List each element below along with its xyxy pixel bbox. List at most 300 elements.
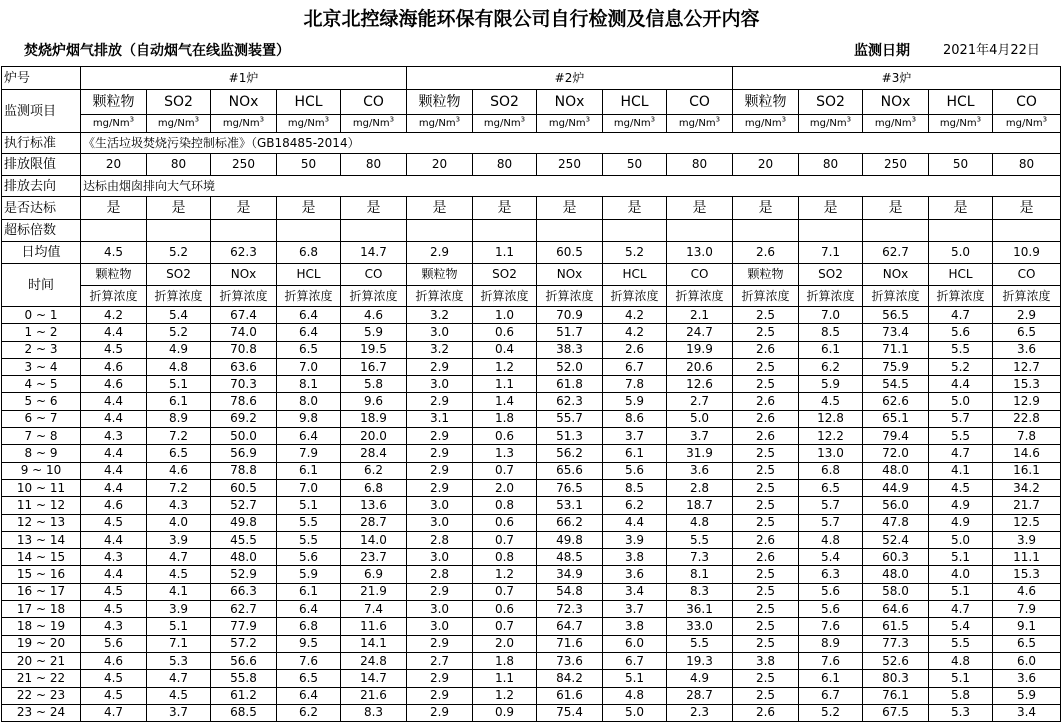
value-cell: 8.1	[277, 376, 341, 393]
value-cell: 2.9	[407, 445, 473, 462]
value-cell: 2.5	[733, 324, 799, 341]
value-cell: 6.1	[147, 393, 211, 410]
value-cell: 3.0	[407, 549, 473, 566]
value-cell: 7.6	[799, 618, 863, 635]
value-cell: 3.0	[407, 324, 473, 341]
unit-cell	[929, 115, 993, 133]
value-cell: 6.7	[799, 687, 863, 704]
pollutant-header: SO2	[473, 264, 537, 286]
unit-text: mg/Nm	[809, 118, 847, 129]
value-cell: 1.4	[473, 393, 537, 410]
table-row	[2, 479, 1061, 496]
compliant-label: 是否达标	[2, 197, 81, 220]
unit-superscript: 3	[650, 115, 656, 124]
value-cell: 65.6	[537, 462, 603, 479]
value-cell: 4.4	[81, 324, 147, 341]
value-cell: 5.2	[147, 324, 211, 341]
daily-avg-value: 5.2	[603, 242, 667, 264]
value-cell: 6.4	[277, 601, 341, 618]
converted-header: 折算浓度	[929, 286, 993, 307]
daily-avg-value: 6.8	[277, 242, 341, 264]
converted-header: 折算浓度	[733, 286, 799, 307]
value-cell: 13.6	[341, 497, 407, 514]
exceed-value	[993, 220, 1061, 242]
limit-value: 80	[993, 154, 1061, 176]
unit-text: mg/Nm	[548, 118, 586, 129]
emissions-table	[1, 66, 1061, 722]
value-cell: 6.7	[603, 358, 667, 375]
value-cell: 55.7	[537, 410, 603, 427]
value-cell: 21.6	[341, 687, 407, 704]
value-cell: 5.1	[147, 618, 211, 635]
unit-superscript: 3	[846, 115, 852, 124]
value-cell: 20.6	[667, 358, 733, 375]
table-row	[2, 497, 1061, 514]
value-cell: 6.5	[277, 670, 341, 687]
time-cell: 19 ~ 20	[2, 635, 81, 652]
exceed-value	[603, 220, 667, 242]
value-cell: 61.8	[537, 376, 603, 393]
exceed-value	[667, 220, 733, 242]
value-cell: 3.6	[993, 670, 1061, 687]
value-cell: 6.4	[277, 307, 341, 324]
value-cell: 9.1	[993, 618, 1061, 635]
pollutant-header: CO	[667, 264, 733, 286]
exceed-value	[473, 220, 537, 242]
value-cell: 4.1	[147, 583, 211, 600]
value-cell: 6.0	[603, 635, 667, 652]
value-cell: 1.1	[473, 376, 537, 393]
exceed-value	[341, 220, 407, 242]
unit-text: mg/Nm	[744, 118, 782, 129]
value-cell: 4.7	[929, 601, 993, 618]
value-cell: 76.5	[537, 479, 603, 496]
daily-avg-value: 13.0	[667, 242, 733, 264]
value-cell: 4.4	[81, 410, 147, 427]
exceed-value	[277, 220, 341, 242]
table-row	[2, 341, 1061, 358]
unit-cell	[211, 115, 277, 133]
items-row	[2, 90, 1061, 115]
value-cell: 3.4	[993, 704, 1061, 721]
time-cell: 23 ~ 24	[2, 704, 81, 721]
value-cell: 2.9	[407, 635, 473, 652]
limit-value: 250	[863, 154, 929, 176]
value-cell: 4.8	[603, 687, 667, 704]
value-cell: 66.2	[537, 514, 603, 531]
value-cell: 4.6	[147, 462, 211, 479]
compliant-value: 是	[733, 197, 799, 220]
value-cell: 0.8	[473, 549, 537, 566]
daily-avg-row	[2, 242, 1061, 264]
value-cell: 66.3	[211, 583, 277, 600]
value-cell: 8.0	[277, 393, 341, 410]
value-cell: 4.5	[81, 514, 147, 531]
value-cell: 76.1	[863, 687, 929, 704]
value-cell: 8.1	[667, 566, 733, 583]
value-cell: 4.2	[603, 307, 667, 324]
value-cell: 75.9	[863, 358, 929, 375]
value-cell: 4.9	[929, 497, 993, 514]
value-cell: 61.2	[211, 687, 277, 704]
value-cell: 2.9	[407, 670, 473, 687]
limit-value: 80	[341, 154, 407, 176]
value-cell: 58.0	[863, 583, 929, 600]
value-cell: 1.2	[473, 358, 537, 375]
unit-text: mg/Nm	[613, 118, 651, 129]
limit-value: 20	[81, 154, 147, 176]
value-cell: 77.3	[863, 635, 929, 652]
destination-text: 达标由烟囱排向大气环境	[81, 176, 1061, 197]
value-cell: 5.3	[929, 704, 993, 721]
value-cell: 56.2	[537, 445, 603, 462]
pollutant-header: CO	[993, 264, 1061, 286]
value-cell: 0.7	[473, 583, 537, 600]
value-cell: 5.5	[277, 531, 341, 548]
pollutant-header: 颗粒物	[407, 264, 473, 286]
items-label: 监测项目	[2, 90, 81, 133]
value-cell: 6.1	[603, 445, 667, 462]
value-cell: 28.7	[341, 514, 407, 531]
value-cell: 67.4	[211, 307, 277, 324]
table-row	[2, 652, 1061, 669]
table-subtitle: 焚烧炉烟气排放（自动烟气在线监测装置）	[24, 43, 290, 59]
value-cell: 3.6	[993, 341, 1061, 358]
pollutant-header: SO2	[473, 90, 537, 115]
value-cell: 2.9	[407, 479, 473, 496]
unit-superscript: 3	[520, 115, 526, 124]
value-cell: 5.6	[277, 549, 341, 566]
limit-value: 50	[603, 154, 667, 176]
value-cell: 4.6	[993, 583, 1061, 600]
value-cell: 5.9	[341, 324, 407, 341]
value-cell: 5.1	[147, 376, 211, 393]
value-cell: 2.5	[733, 479, 799, 496]
value-cell: 2.9	[407, 393, 473, 410]
value-cell: 5.3	[147, 652, 211, 669]
value-cell: 4.4	[603, 514, 667, 531]
value-cell: 67.5	[863, 704, 929, 721]
value-cell: 2.6	[733, 531, 799, 548]
value-cell: 6.5	[277, 341, 341, 358]
value-cell: 4.5	[81, 670, 147, 687]
value-cell: 23.7	[341, 549, 407, 566]
value-cell: 0.4	[473, 341, 537, 358]
value-cell: 16.7	[341, 358, 407, 375]
limit-value: 80	[667, 154, 733, 176]
exceed-value	[733, 220, 799, 242]
value-cell: 6.0	[993, 652, 1061, 669]
standard-row	[2, 133, 1061, 154]
pollutant-header: HCL	[603, 264, 667, 286]
value-cell: 54.8	[537, 583, 603, 600]
value-cell: 38.3	[537, 341, 603, 358]
unit-superscript: 3	[585, 115, 591, 124]
time-cell: 21 ~ 22	[2, 670, 81, 687]
value-cell: 16.1	[993, 462, 1061, 479]
value-cell: 68.5	[211, 704, 277, 721]
time-cell: 18 ~ 19	[2, 618, 81, 635]
compliant-value: 是	[603, 197, 667, 220]
value-cell: 4.5	[81, 687, 147, 704]
value-cell: 61.6	[537, 687, 603, 704]
page-title: 北京北控绿海能环保有限公司自行检测及信息公开内容	[303, 8, 760, 30]
daily-avg-value: 60.5	[537, 242, 603, 264]
value-cell: 5.2	[799, 704, 863, 721]
table-row	[2, 410, 1061, 427]
value-cell: 47.8	[863, 514, 929, 531]
value-cell: 6.1	[277, 462, 341, 479]
value-cell: 24.7	[667, 324, 733, 341]
limit-label: 排放限值	[2, 154, 81, 176]
exceed-value	[147, 220, 211, 242]
converted-header: 折算浓度	[407, 286, 473, 307]
unit-cell	[733, 115, 799, 133]
value-cell: 54.5	[863, 376, 929, 393]
value-cell: 4.7	[147, 670, 211, 687]
time-cell: 17 ~ 18	[2, 601, 81, 618]
value-cell: 56.5	[863, 307, 929, 324]
value-cell: 4.3	[81, 549, 147, 566]
value-cell: 2.5	[733, 307, 799, 324]
value-cell: 4.9	[667, 670, 733, 687]
table-row	[2, 531, 1061, 548]
value-cell: 6.4	[277, 324, 341, 341]
value-cell: 5.0	[603, 704, 667, 721]
value-cell: 2.5	[733, 514, 799, 531]
value-cell: 3.7	[603, 601, 667, 618]
value-cell: 21.7	[993, 497, 1061, 514]
unit-cell	[407, 115, 473, 133]
value-cell: 4.0	[929, 566, 993, 583]
limit-value: 50	[929, 154, 993, 176]
value-cell: 5.4	[929, 618, 993, 635]
exceed-value	[537, 220, 603, 242]
table-row	[2, 514, 1061, 531]
value-cell: 1.8	[473, 652, 537, 669]
value-cell: 56.9	[211, 445, 277, 462]
time-cell: 5 ~ 6	[2, 393, 81, 410]
value-cell: 52.4	[863, 531, 929, 548]
pollutant-header: 颗粒物	[407, 90, 473, 115]
value-cell: 0.6	[473, 324, 537, 341]
value-cell: 2.6	[733, 410, 799, 427]
value-cell: 36.1	[667, 601, 733, 618]
time-cell: 22 ~ 23	[2, 687, 81, 704]
value-cell: 6.2	[603, 497, 667, 514]
value-cell: 62.6	[863, 393, 929, 410]
value-cell: 2.1	[667, 307, 733, 324]
value-cell: 4.6	[81, 358, 147, 375]
exceed-value	[211, 220, 277, 242]
value-cell: 62.7	[211, 601, 277, 618]
value-cell: 2.5	[733, 618, 799, 635]
value-cell: 5.5	[667, 635, 733, 652]
unit-cell	[667, 115, 733, 133]
compliant-value: 是	[863, 197, 929, 220]
value-cell: 4.4	[929, 376, 993, 393]
value-cell: 5.5	[929, 341, 993, 358]
value-cell: 7.8	[603, 376, 667, 393]
unit-superscript: 3	[129, 115, 135, 124]
value-cell: 5.6	[929, 324, 993, 341]
limit-value: 250	[211, 154, 277, 176]
value-cell: 19.9	[667, 341, 733, 358]
value-cell: 4.8	[147, 358, 211, 375]
value-cell: 5.1	[277, 497, 341, 514]
value-cell: 52.7	[211, 497, 277, 514]
exceed-row	[2, 220, 1061, 242]
compliant-value: 是	[537, 197, 603, 220]
value-cell: 5.9	[993, 687, 1061, 704]
converted-header: 折算浓度	[341, 286, 407, 307]
time-cell: 9 ~ 10	[2, 462, 81, 479]
value-cell: 71.1	[863, 341, 929, 358]
value-cell: 7.6	[799, 652, 863, 669]
value-cell: 2.6	[733, 341, 799, 358]
value-cell: 55.8	[211, 670, 277, 687]
unit-superscript: 3	[1042, 115, 1048, 124]
value-cell: 5.1	[603, 670, 667, 687]
value-cell: 52.0	[537, 358, 603, 375]
unit-text: mg/Nm	[678, 118, 716, 129]
value-cell: 8.3	[667, 583, 733, 600]
value-cell: 5.5	[929, 635, 993, 652]
limit-value: 20	[407, 154, 473, 176]
value-cell: 5.6	[799, 583, 863, 600]
value-cell: 2.7	[667, 393, 733, 410]
value-cell: 5.7	[799, 497, 863, 514]
value-cell: 0.7	[473, 462, 537, 479]
pollutant-header: 颗粒物	[733, 264, 799, 286]
daily-avg-value: 7.1	[799, 242, 863, 264]
value-cell: 64.7	[537, 618, 603, 635]
value-cell: 33.0	[667, 618, 733, 635]
unit-text: mg/Nm	[483, 118, 521, 129]
value-cell: 5.9	[799, 376, 863, 393]
value-cell: 48.0	[863, 462, 929, 479]
compliant-value: 是	[341, 197, 407, 220]
value-cell: 4.8	[929, 652, 993, 669]
table-row	[2, 376, 1061, 393]
value-cell: 2.5	[733, 497, 799, 514]
time-cell: 0 ~ 1	[2, 307, 81, 324]
table-row	[2, 324, 1061, 341]
value-cell: 65.1	[863, 410, 929, 427]
value-cell: 4.3	[147, 497, 211, 514]
value-cell: 73.4	[863, 324, 929, 341]
time-cell: 2 ~ 3	[2, 341, 81, 358]
limit-value: 80	[799, 154, 863, 176]
value-cell: 4.1	[929, 462, 993, 479]
value-cell: 6.1	[799, 670, 863, 687]
value-cell: 5.6	[603, 462, 667, 479]
compliant-value: 是	[407, 197, 473, 220]
unit-superscript: 3	[781, 115, 787, 124]
value-cell: 7.9	[993, 601, 1061, 618]
value-cell: 4.5	[81, 341, 147, 358]
value-cell: 13.0	[799, 445, 863, 462]
value-cell: 14.1	[341, 635, 407, 652]
value-cell: 4.6	[81, 376, 147, 393]
value-cell: 1.1	[473, 670, 537, 687]
value-cell: 7.2	[147, 479, 211, 496]
value-cell: 3.0	[407, 618, 473, 635]
value-cell: 6.8	[277, 618, 341, 635]
value-cell: 14.0	[341, 531, 407, 548]
converted-header: 折算浓度	[863, 286, 929, 307]
value-cell: 24.8	[341, 652, 407, 669]
value-cell: 7.0	[277, 479, 341, 496]
value-cell: 71.6	[537, 635, 603, 652]
value-cell: 4.7	[147, 549, 211, 566]
value-cell: 19.5	[341, 341, 407, 358]
unit-cell	[993, 115, 1061, 133]
value-cell: 5.5	[667, 531, 733, 548]
value-cell: 4.5	[81, 583, 147, 600]
converted-header: 折算浓度	[81, 286, 147, 307]
pollutant-header: 颗粒物	[81, 90, 147, 115]
pollutant-header: HCL	[929, 264, 993, 286]
value-cell: 12.9	[993, 393, 1061, 410]
pollutant-header: NOx	[537, 90, 603, 115]
value-cell: 6.5	[799, 479, 863, 496]
time-cell: 3 ~ 4	[2, 358, 81, 375]
value-cell: 3.8	[603, 618, 667, 635]
table-row	[2, 393, 1061, 410]
value-cell: 6.5	[993, 635, 1061, 652]
value-cell: 3.6	[603, 566, 667, 583]
value-cell: 49.8	[211, 514, 277, 531]
value-cell: 77.9	[211, 618, 277, 635]
value-cell: 80.3	[863, 670, 929, 687]
furnace-row	[2, 67, 1061, 90]
value-cell: 20.0	[341, 428, 407, 445]
unit-text: mg/Nm	[222, 118, 260, 129]
value-cell: 61.5	[863, 618, 929, 635]
value-cell: 34.9	[537, 566, 603, 583]
value-cell: 3.7	[603, 428, 667, 445]
value-cell: 70.8	[211, 341, 277, 358]
daily-avg-value: 62.3	[211, 242, 277, 264]
value-cell: 1.2	[473, 687, 537, 704]
value-cell: 7.4	[341, 601, 407, 618]
value-cell: 4.3	[81, 428, 147, 445]
converted-header: 折算浓度	[537, 286, 603, 307]
converted-row	[2, 286, 1061, 307]
value-cell: 4.8	[799, 531, 863, 548]
value-cell: 4.5	[147, 687, 211, 704]
value-cell: 0.7	[473, 618, 537, 635]
value-cell: 4.7	[81, 704, 147, 721]
value-cell: 8.3	[341, 704, 407, 721]
value-cell: 48.0	[863, 566, 929, 583]
value-cell: 5.6	[799, 601, 863, 618]
value-cell: 3.9	[147, 601, 211, 618]
value-cell: 2.8	[407, 566, 473, 583]
value-cell: 6.5	[147, 445, 211, 462]
value-cell: 7.3	[667, 549, 733, 566]
value-cell: 0.7	[473, 531, 537, 548]
limit-value: 80	[147, 154, 211, 176]
pollutant-header: SO2	[147, 264, 211, 286]
value-cell: 2.8	[667, 479, 733, 496]
destination-label: 排放去向	[2, 176, 81, 197]
daily-avg-label: 日均值	[2, 242, 81, 264]
value-cell: 4.4	[81, 531, 147, 548]
value-cell: 4.5	[147, 566, 211, 583]
table-row	[2, 358, 1061, 375]
